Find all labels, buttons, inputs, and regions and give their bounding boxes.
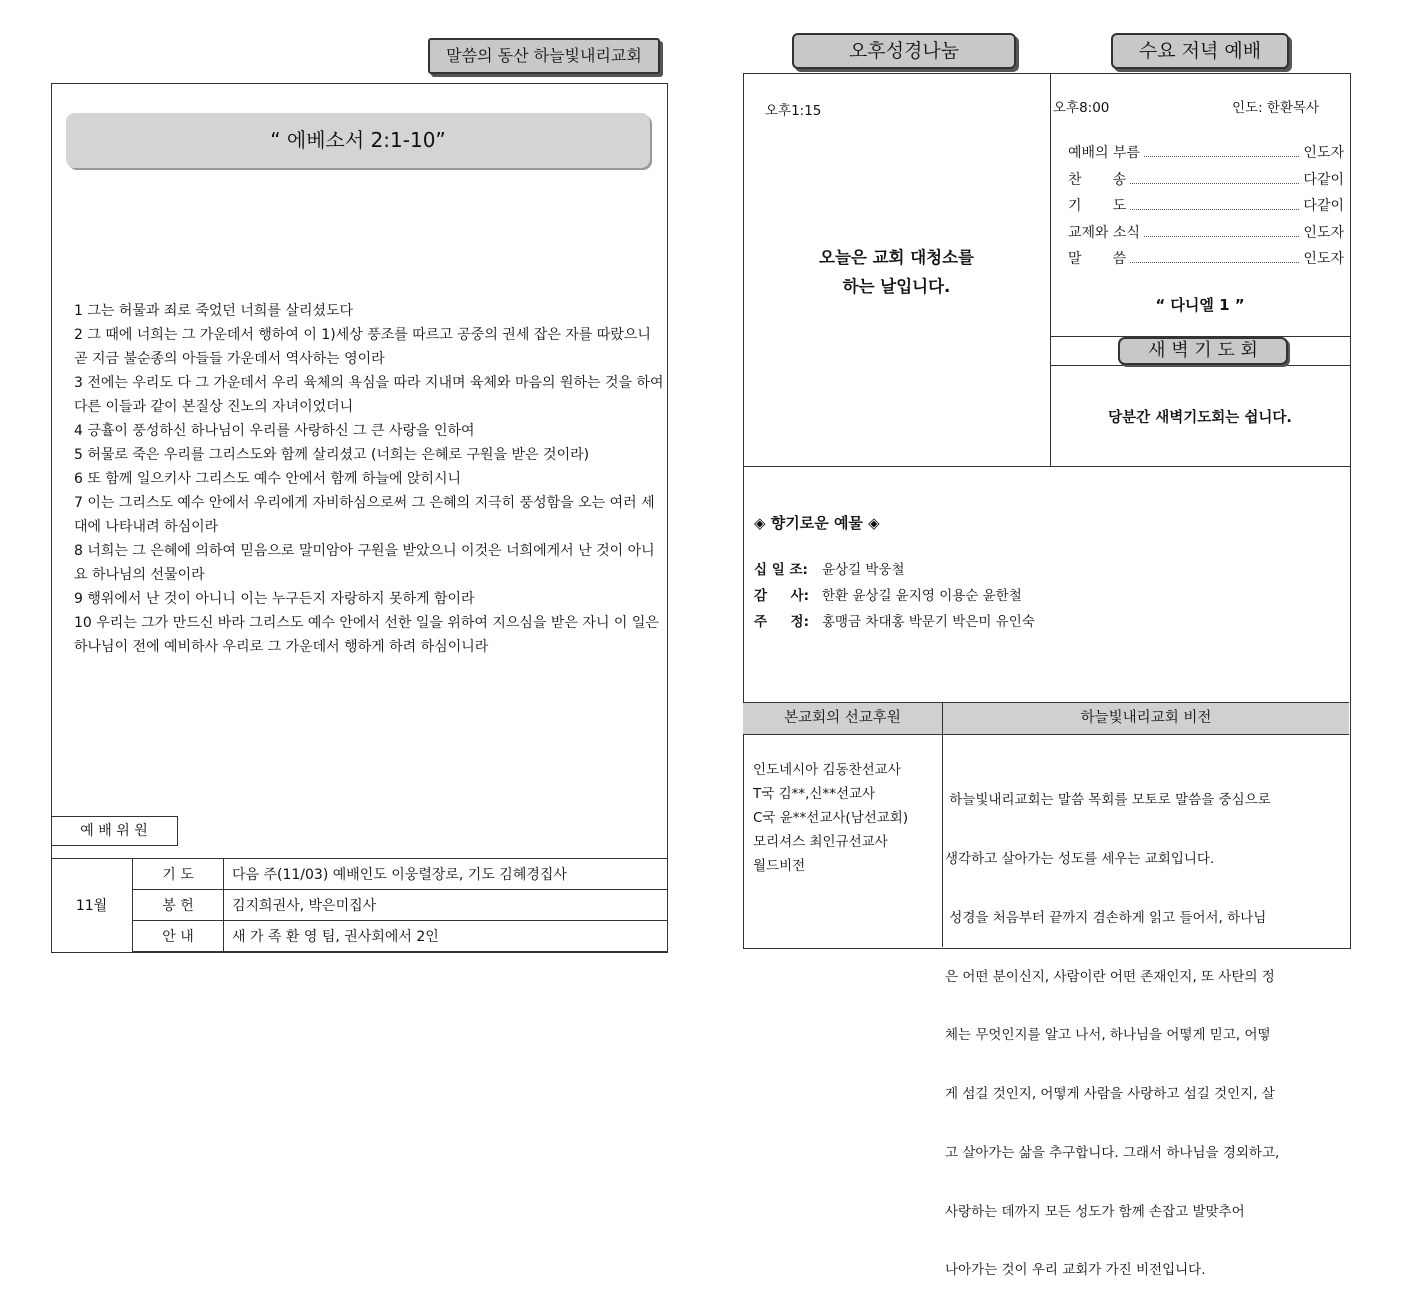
offering-row (754, 583, 1334, 609)
list-item: 인도네시아 김동찬선교사 (753, 762, 901, 778)
order-row (1068, 142, 1344, 169)
dawn-header (1118, 337, 1288, 365)
wednesday-header-text: 수요 저녁 예배 (1138, 40, 1262, 62)
order-who: 다같이 (1303, 171, 1344, 188)
offering-row (754, 557, 1334, 583)
scripture-text (74, 299, 664, 659)
vision-header (943, 702, 1349, 735)
offering-label: 감 사: (754, 588, 809, 604)
order-label: 예배의 부름 (1068, 145, 1141, 161)
verse: 9 행위에서 난 것이 아니니 이는 누구든지 자랑하지 못하게 함이라 (74, 591, 475, 607)
vision-line: 체는 무엇인지를 알고 나서, 하나님을 어떻게 믿고, 어떻 (945, 1027, 1271, 1044)
list-item: 월드비전 (753, 858, 806, 874)
wednesday-header (1111, 33, 1289, 69)
order-who: 다같이 (1303, 198, 1344, 214)
order-row (1068, 222, 1344, 249)
offering-row (754, 609, 1334, 635)
offering-label: 십 일 조: (754, 562, 808, 578)
staff-value: 새 가 족 환 영 팀, 권사회에서 2인 (224, 921, 669, 952)
offering-names: 홍맹금 차대홍 박문기 박은미 유인숙 (822, 614, 1035, 630)
table-row (51, 859, 668, 890)
wednesday-time: 오후8:00 (1053, 100, 1110, 116)
sermon-title-banner (66, 113, 650, 168)
order-label: 기 도 (1068, 198, 1127, 214)
verse: 2 그 때에 너희는 그 가운데서 행하여 이 1)세상 풍조를 따르고 공중의 권세 잡은 자를 따랐으니 곧 지금 불순종의 아들들 가운데서 역사하는 영이라 (74, 327, 651, 367)
order-row (1068, 195, 1344, 222)
offering-label: 주 정: (754, 614, 809, 630)
divider (743, 466, 1350, 467)
verse: 1 그는 허물과 죄로 죽었던 너희를 살리셨도다 (74, 303, 354, 319)
church-title-badge (428, 38, 660, 74)
order-label: 교제와 소식 (1068, 224, 1141, 241)
verse: 3 전에는 우리도 다 그 가운데서 우리 육체의 욕심을 따라 지내며 육체와 마음의 원하는 것을 하여 다른 이들과 같이 본질상 진노의 자녀이었더니 (74, 375, 664, 415)
notice-line: 오늘은 교회 대청소를 (819, 248, 974, 267)
verse: 4 긍휼이 풍성하신 하나님이 우리를 사랑하신 그 큰 사랑을 인하여 (74, 423, 475, 439)
staff-month: 11월 (51, 859, 133, 952)
staff-label-text: 예 배 위 원 (80, 823, 148, 839)
table-row (51, 890, 668, 921)
dot-leader (1144, 156, 1299, 157)
afternoon-time: 오후1:15 (765, 103, 822, 119)
staff-value: 김지희권사, 박은미집사 (224, 890, 669, 921)
vision-line: 하늘빛내리교회는 말씀 목회를 모토로 말씀을 중심으로 (945, 792, 1271, 809)
vision-text (945, 752, 1347, 1301)
worship-order (1068, 142, 1344, 275)
offering-names: 한환 윤상길 윤지영 이용순 윤한철 (822, 588, 1022, 604)
vision-line: 사랑하는 데까지 모든 성도가 함께 손잡고 발맞추어 (945, 1203, 1245, 1220)
vision-line: 나아가는 것이 우리 교회가 가진 비전입니다. (945, 1262, 1206, 1279)
vision-line: 게 섬길 것인지, 어떻게 사람을 사랑하고 섬길 것인지, 살 (945, 1086, 1275, 1103)
divider (942, 702, 943, 947)
list-item: T국 김**,신**선교사 (753, 786, 876, 802)
church-title: 말씀의 동산 하늘빛내리교회 (446, 46, 642, 65)
dawn-header-text: 새 벽 기 도 회 (1148, 340, 1258, 361)
notice-line: 하는 날입니다. (842, 277, 951, 296)
staff-value: 다음 주(11/03) 예배인도 이웅렬장로, 기도 김혜경집사 (224, 859, 669, 890)
verse: 7 이는 그리스도 예수 안에서 우리에게 자비하심으로써 그 은혜의 지극히 풍성함을 오는 여러 세대에 나타내려 하심이라 (74, 495, 655, 535)
order-who: 인도자 (1303, 145, 1344, 161)
order-label: 말 씀 (1068, 251, 1127, 267)
staff-role: 기 도 (133, 859, 224, 890)
vision-header-text: 하늘빛내리교회 비전 (1080, 710, 1212, 726)
afternoon-header (792, 33, 1016, 69)
vision-line: 성경을 처음부터 끝까지 겸손하게 읽고 들어서, 하나님 (945, 909, 1267, 926)
order-row (1068, 248, 1344, 275)
vision-line: 생각하고 살아가는 성도를 세우는 교회입니다. (945, 850, 1215, 867)
dot-leader (1130, 183, 1299, 184)
offering-list (754, 557, 1334, 635)
order-row (1068, 169, 1344, 196)
verse: 6 또 함께 일으키사 그리스도 예수 안에서 함께 하늘에 앉히시니 (74, 471, 462, 487)
dot-leader (1130, 262, 1299, 263)
staff-label (51, 816, 178, 846)
staff-role: 봉 헌 (133, 890, 224, 921)
afternoon-notice (743, 243, 1050, 301)
list-item: C국 윤**선교사(남선교회) (753, 810, 909, 826)
staff-table (51, 858, 668, 952)
mission-header (743, 702, 942, 735)
divider (1050, 365, 1350, 366)
afternoon-header-text: 오후성경나눔 (848, 40, 960, 62)
list-item: 모리셔스 최인규선교사 (753, 834, 888, 850)
mission-list (753, 758, 908, 878)
dot-leader (1144, 236, 1299, 237)
dawn-notice: 당분간 새벽기도회는 쉽니다. (1108, 410, 1292, 426)
vision-line: 은 어떤 분이신지, 사람이란 어떤 존재인지, 또 사탄의 정 (945, 968, 1275, 985)
table-row (51, 921, 668, 952)
offering-names: 윤상길 박웅철 (822, 562, 905, 578)
dot-leader (1130, 209, 1299, 210)
wednesday-text: “ 다니엘 1 ” (1155, 296, 1245, 314)
verse: 5 허물로 죽은 우리를 그리스도와 함께 살리셨고 (너희는 은혜로 구원을 받은 것이라) (74, 447, 590, 463)
vision-line: 고 살아가는 삶을 추구합니다. 그래서 하나님을 경외하고, (945, 1144, 1280, 1161)
order-who: 인도자 (1303, 224, 1344, 241)
sermon-title: “ 에베소서 2:1-10” (270, 128, 446, 152)
verse: 10 우리는 그가 만드신 바라 그리스도 예수 안에서 선한 일을 위하여 지으심을 받은 자니 이 일은 하나님이 전에 예비하사 우리로 그 가운데서 행하게 하려 하심이니라 (74, 615, 659, 655)
mission-header-text: 본교회의 선교후원 (784, 710, 901, 726)
verse: 8 너희는 그 은혜에 의하여 믿음으로 말미암아 구원을 받았으니 이것은 너희에게서 난 것이 아니요 하나님의 선물이라 (74, 543, 655, 583)
staff-role: 안 내 (133, 921, 224, 952)
order-who: 인도자 (1303, 251, 1344, 267)
offering-title: ◈ 향기로운 예물 ◈ (754, 514, 880, 532)
wednesday-leader: 인도: 한환목사 (1232, 100, 1320, 116)
order-label: 찬 송 (1068, 171, 1127, 188)
